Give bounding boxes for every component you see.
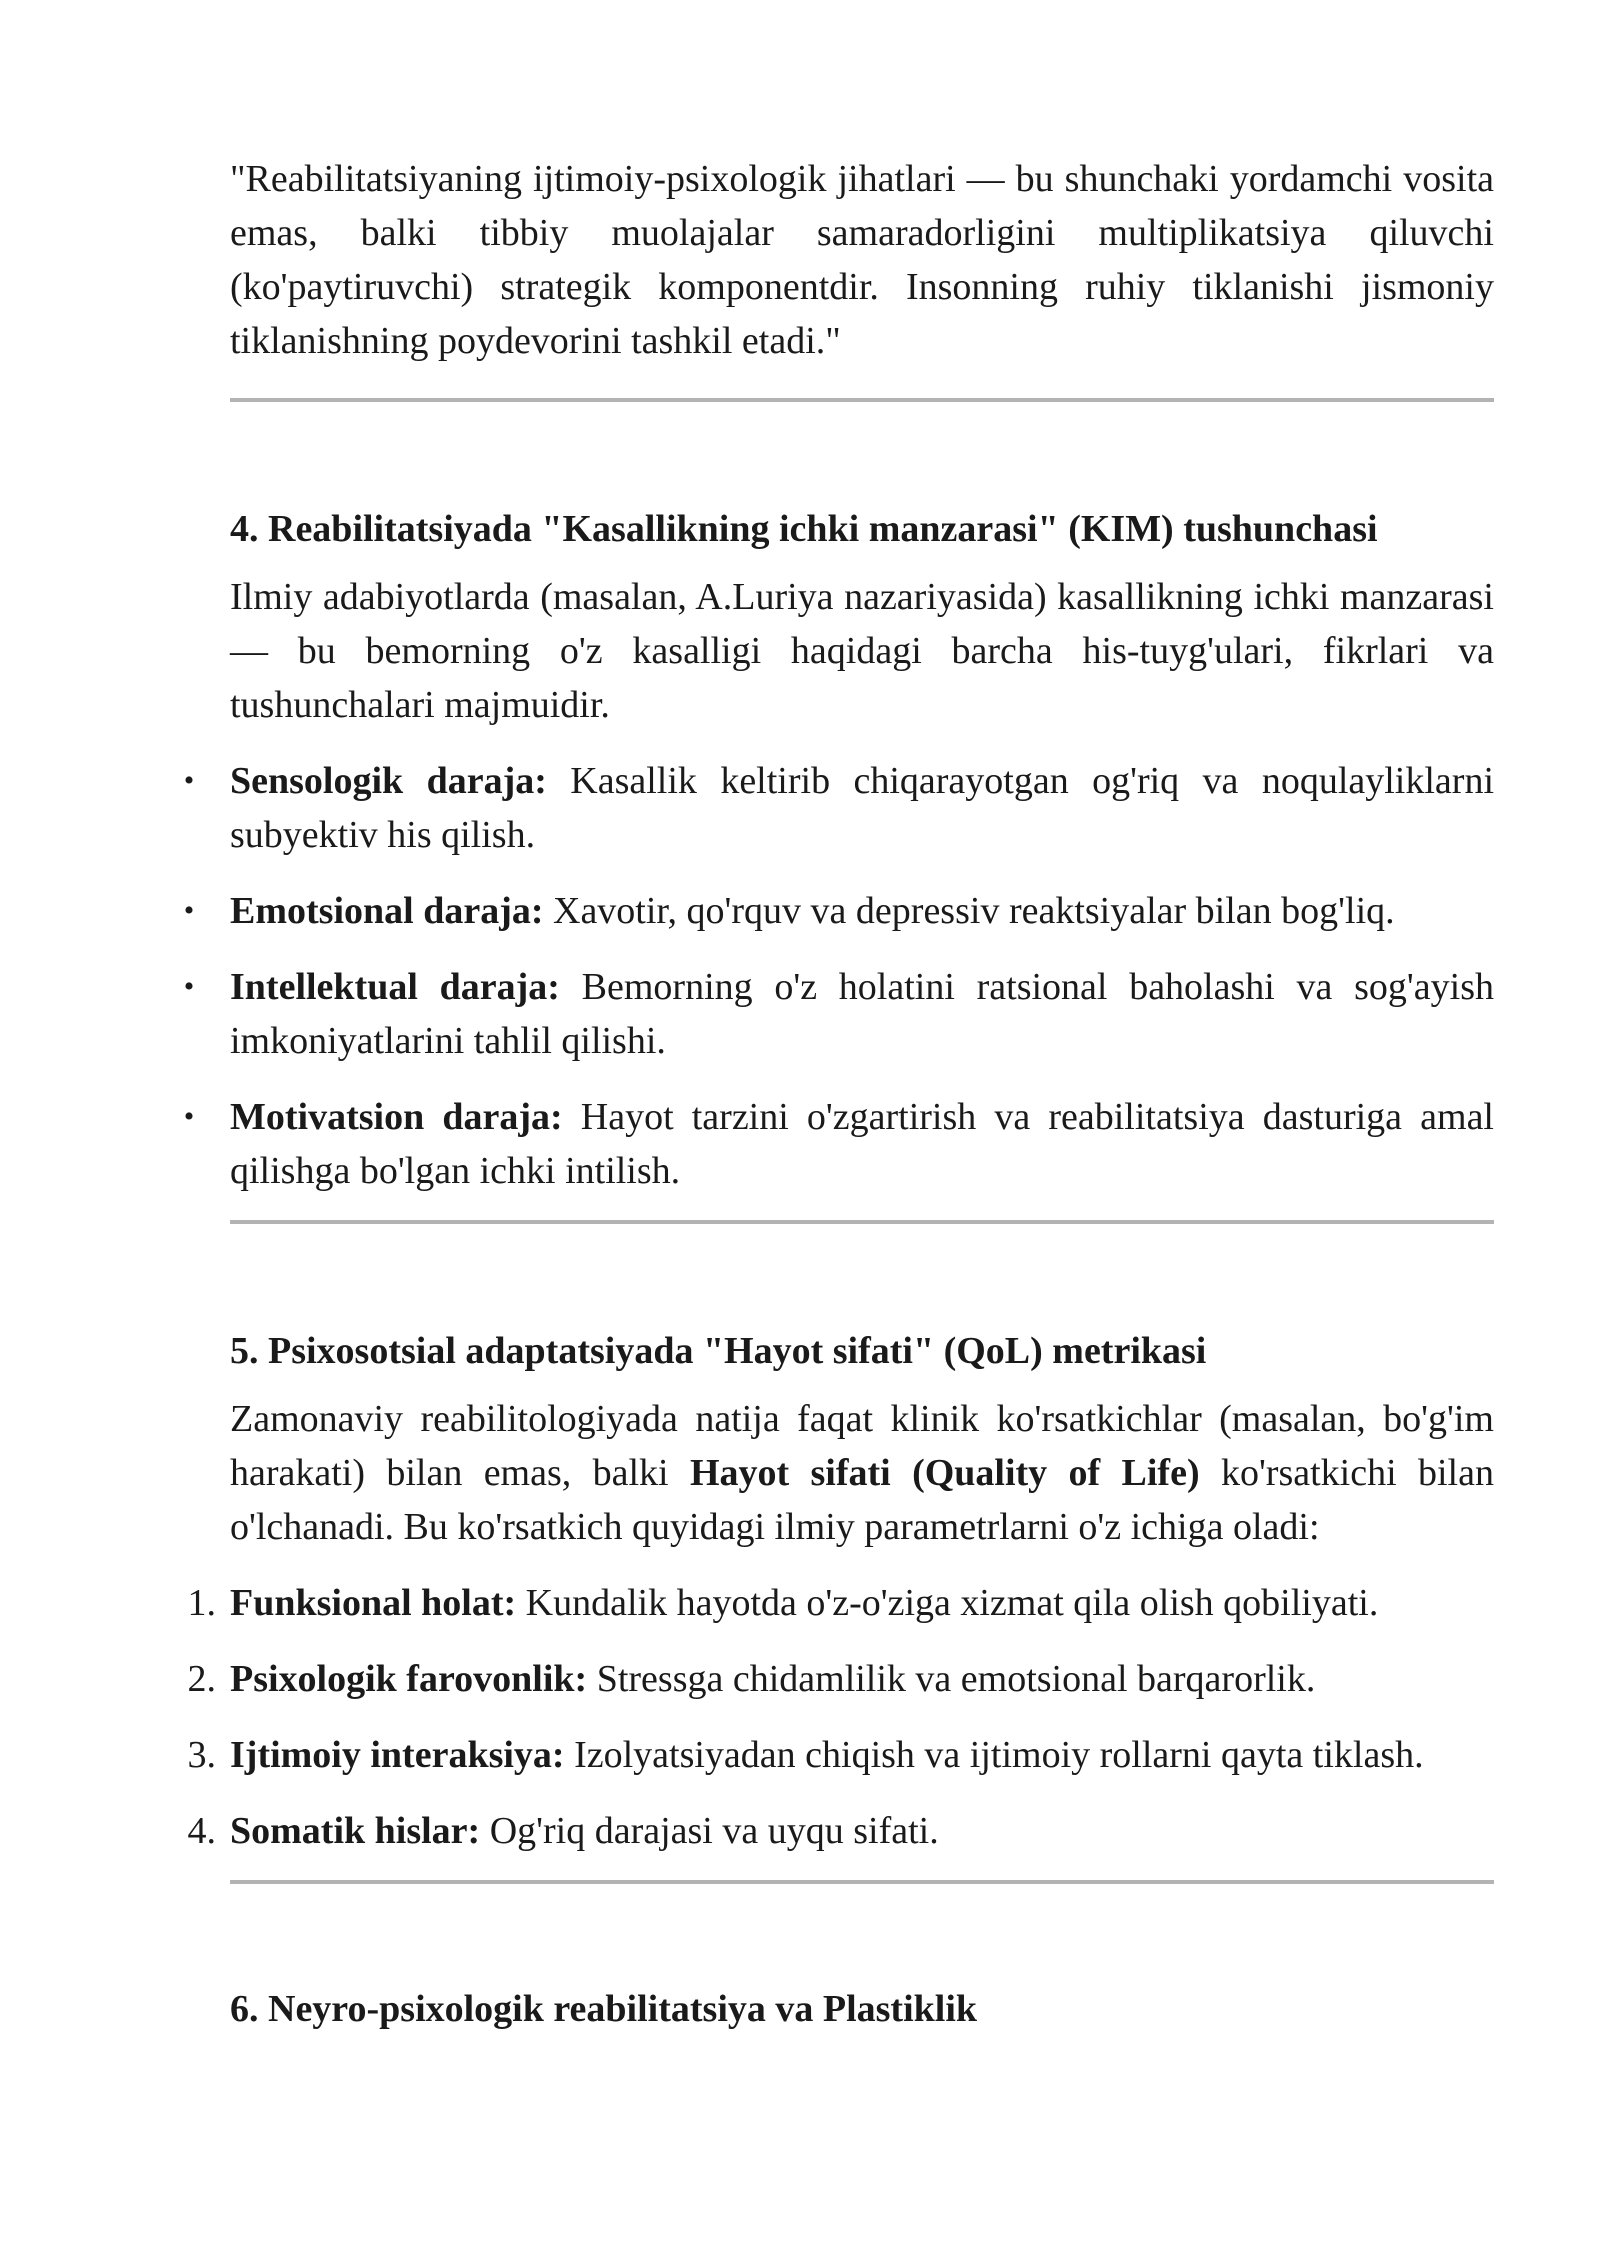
section-5-heading: 5. Psixosotsial adaptatsiyada "Hayot sifati" (QoL) metrikasi xyxy=(230,1330,1207,1372)
bullet-marker: • xyxy=(183,764,195,797)
quote-paragraph: "Reabilitatsiyaning ijtimoiy-psixologik jihatlari — bu shunchaki yordamchi vosita emas, balki tibbiy muolajalar samaradorligini multiplikatsiya qiluvchi (ko'paytiruvchi) strategik komponentdir. Insonning ruhiy tiklanishi jismoniy tiklanishning poydevorini tashkil etadi." xyxy=(230,158,1494,362)
list-item-term: Somatik hislar: xyxy=(230,1810,481,1852)
list-item xyxy=(187,1652,1494,1706)
list-item-text: Stressga chidamlilik va emotsional barqarorlik. xyxy=(587,1658,1316,1700)
list-item xyxy=(187,1804,1494,1858)
list-item-text: Bemorning o'z holatini ratsional baholashi va sog'ayish imkoniyatlarini tahlil qilishi. xyxy=(230,966,1494,1062)
section-4-heading: 4. Reabilitatsiyada "Kasallikning ichki manzarasi" (KIM) tushunchasi xyxy=(230,508,1378,550)
kim-levels-list xyxy=(183,754,1494,1198)
list-item xyxy=(187,1728,1494,1782)
list-item-term: Emotsional daraja: xyxy=(230,890,544,932)
intro-text: ko'rsatkichi bilan o'lchanadi. Bu ko'rsatkich quyidagi ilmiy parametrlarni o'z ichiga oladi: xyxy=(230,1452,1494,1548)
list-item-term: Funksional holat: xyxy=(230,1582,517,1624)
list-number: 1. xyxy=(187,1582,216,1624)
list-item xyxy=(183,1090,1494,1198)
list-item xyxy=(187,1576,1494,1630)
intro-text: Zamonaviy reabilitologiyada natija faqat klinik ko'rsatkichlar (masalan, bo'g'im harakati) bilan emas, balki xyxy=(230,1398,1494,1494)
list-item xyxy=(183,884,1494,938)
list-item-term: Sensologik daraja: xyxy=(230,760,547,802)
list-item-term: Motivatsion daraja: xyxy=(230,1096,563,1138)
section-divider xyxy=(230,398,1494,402)
list-item-text: Og'riq darajasi va uyqu sifati. xyxy=(480,1810,939,1852)
section-6-heading: 6. Neyro-psixologik reabilitatsiya va Plastiklik xyxy=(230,1988,978,2030)
section-4-intro: Ilmiy adabiyotlarda (masalan, A.Luriya nazariyasida) kasallikning ichki manzarasi — bu bemorning o'z kasalligi haqidagi barcha his-tuyg'ulari, fikrlari va tushunchalari majmuidir. xyxy=(230,576,1494,726)
list-item-text: Kundalik hayotda o'z-o'ziga xizmat qila olish qobiliyati. xyxy=(516,1582,1379,1624)
list-number: 2. xyxy=(187,1658,216,1700)
list-number: 4. xyxy=(187,1810,216,1852)
list-item-text: Xavotir, qo'rquv va depressiv reaktsiyalar bilan bog'liq. xyxy=(543,890,1395,932)
list-item-text: Hayot tarzini o'zgartirish va reabilitatsiya dasturiga amal qilishga bo'lgan ichki intilish. xyxy=(230,1096,1494,1192)
section-5-intro xyxy=(230,1392,1494,1554)
list-item-term: Psixologik farovonlik: xyxy=(230,1658,588,1700)
list-item xyxy=(183,754,1494,862)
document-page xyxy=(183,0,1494,2036)
list-item-term: Ijtimoiy interaksiya: xyxy=(230,1734,565,1776)
bullet-marker: • xyxy=(183,894,195,927)
bullet-marker: • xyxy=(183,970,195,1003)
section-divider xyxy=(230,1220,1494,1224)
list-item-text: Izolyatsiyadan chiqish va ijtimoiy rollarni qayta tiklash. xyxy=(564,1734,1424,1776)
list-item-text: Kasallik keltirib chiqarayotgan og'riq va noqulayliklarni subyektiv his qilish. xyxy=(230,760,1494,856)
qol-parameters-list xyxy=(187,1576,1494,1858)
section-divider xyxy=(230,1880,1494,1884)
list-item-term: Intellektual daraja: xyxy=(230,966,560,1008)
bullet-marker: • xyxy=(183,1100,195,1133)
list-number: 3. xyxy=(187,1734,216,1776)
intro-bold-term: Hayot sifati (Quality of Life) xyxy=(689,1452,1200,1494)
list-item xyxy=(183,960,1494,1068)
